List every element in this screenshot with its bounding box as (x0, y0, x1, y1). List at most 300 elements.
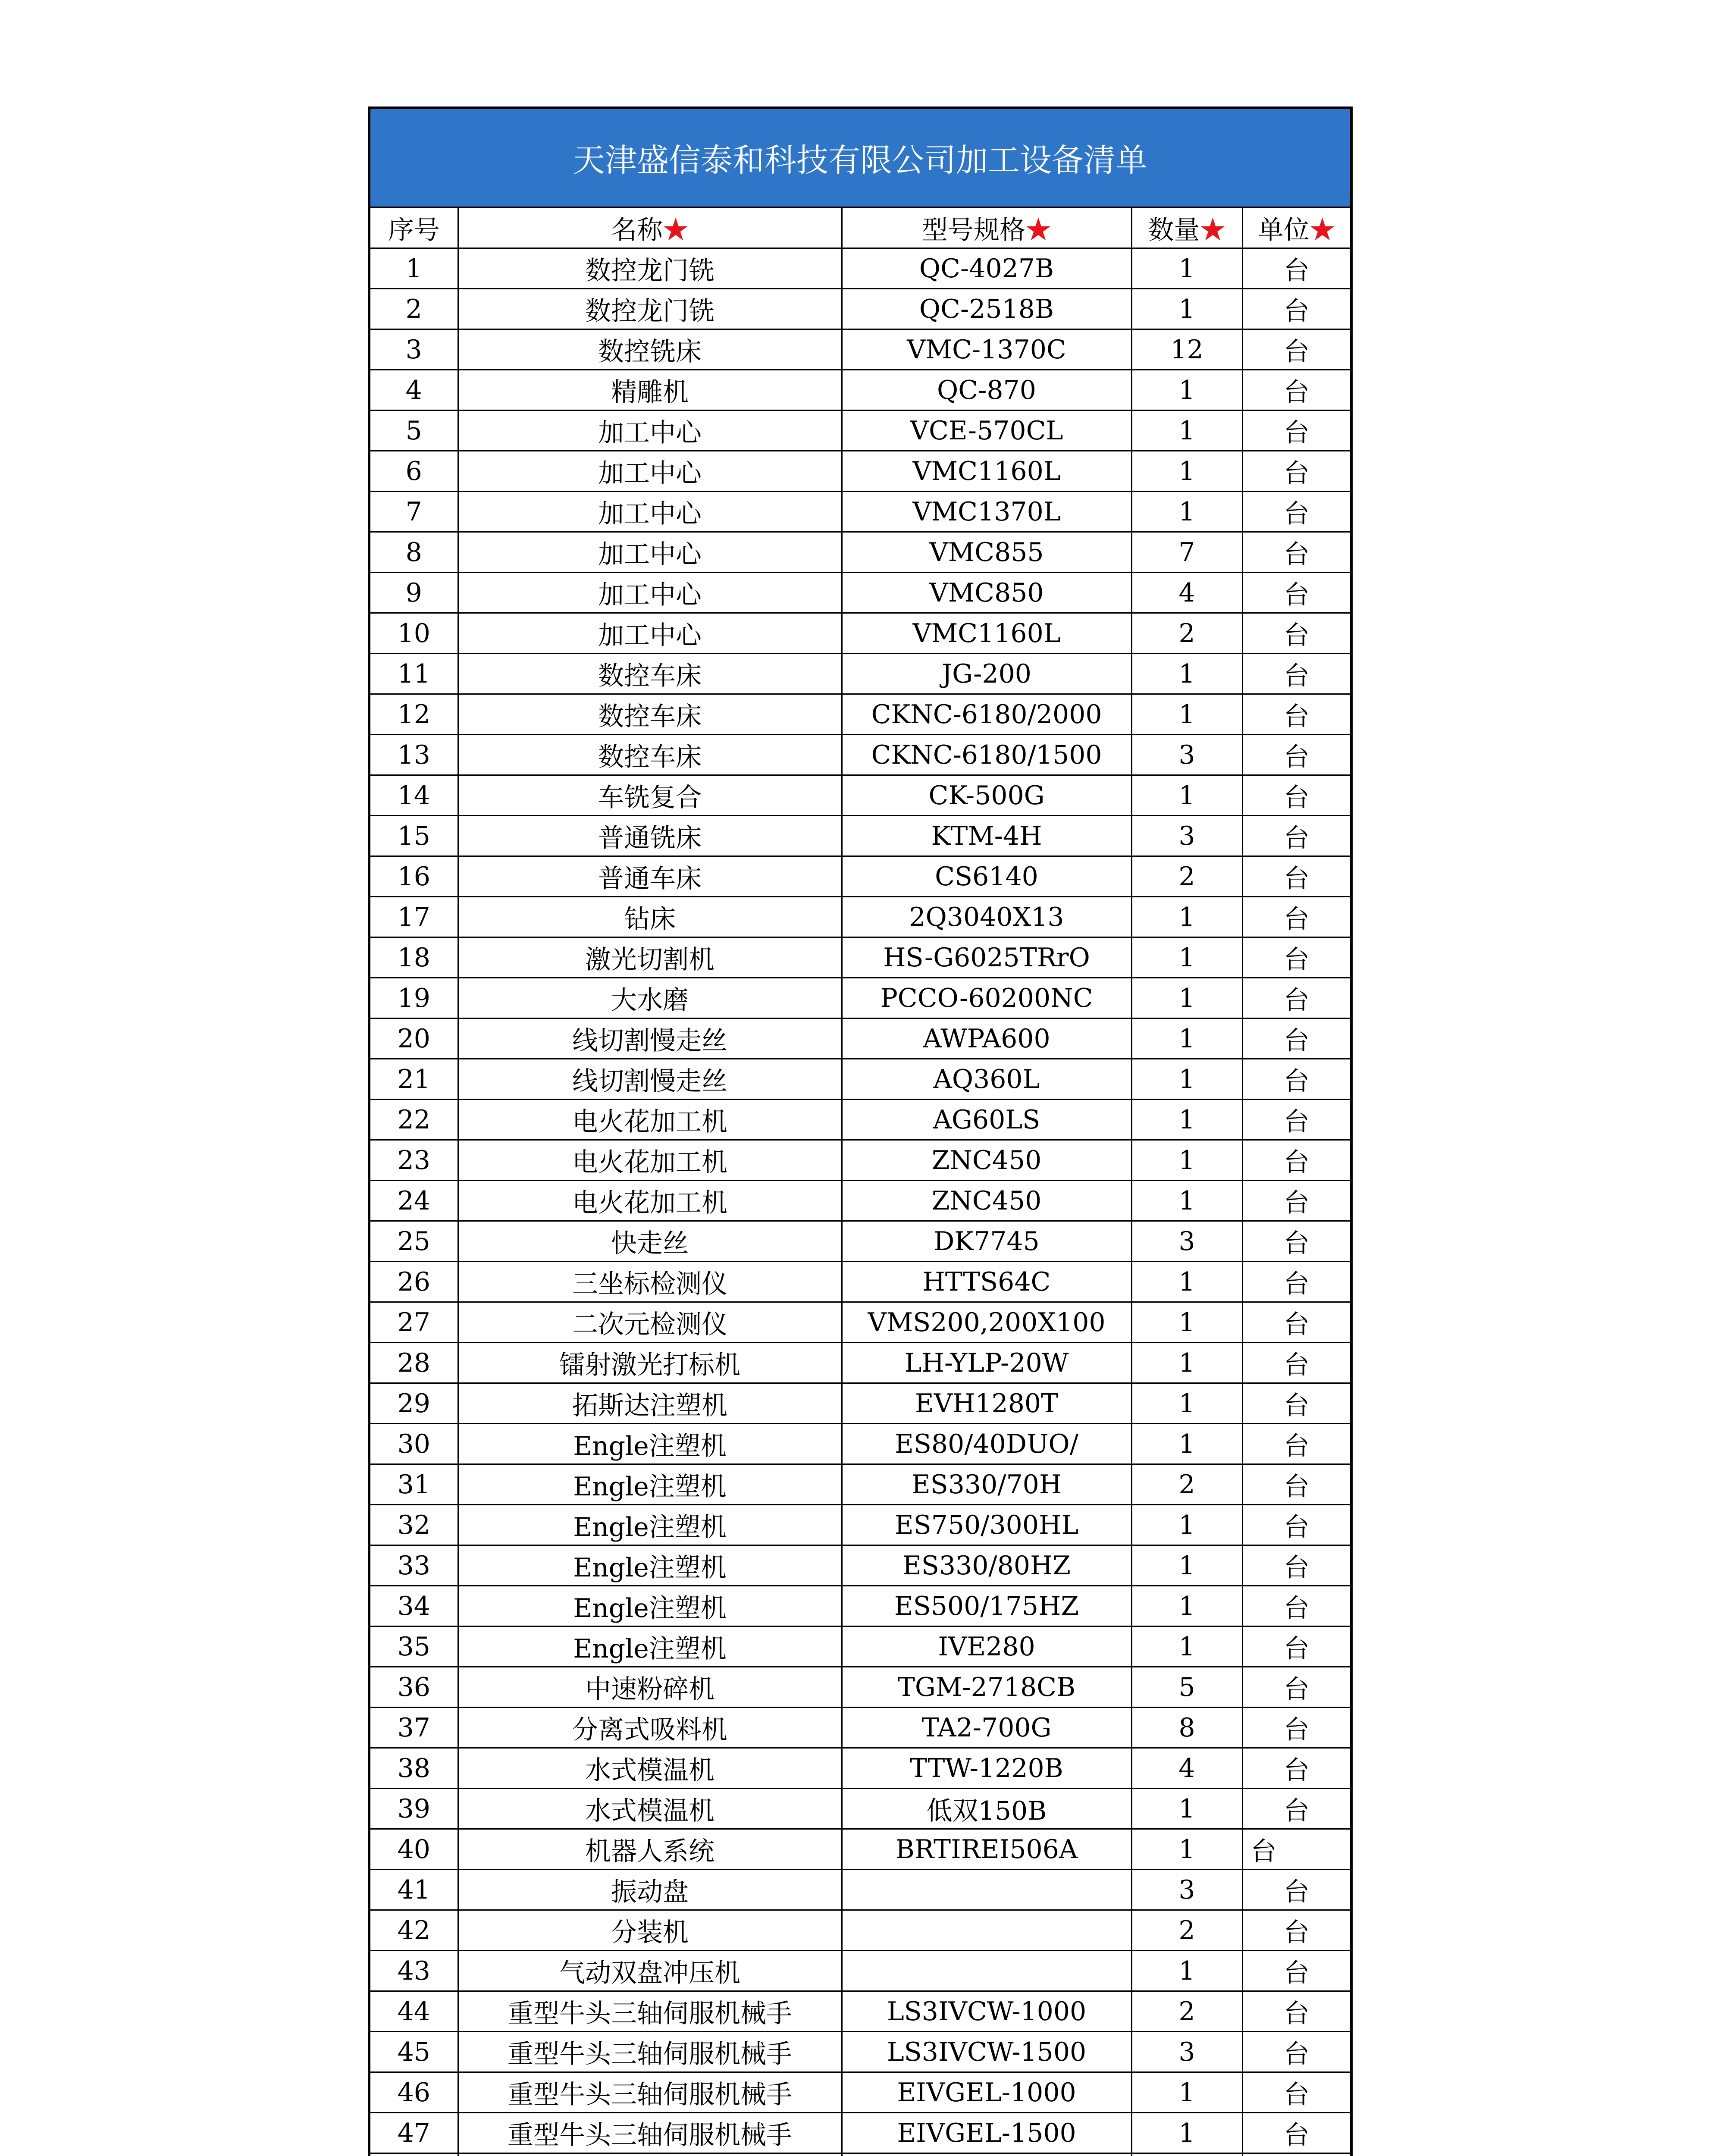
cell-name: 车铣复合 (458, 775, 842, 816)
cell-unit: 台 (1242, 856, 1350, 897)
table-row (370, 1018, 1350, 1059)
cell-index: 37 (370, 1708, 458, 1748)
cell-index: 21 (370, 1059, 458, 1100)
cell-index: 25 (370, 1221, 458, 1262)
cell-unit: 台 (1242, 370, 1350, 411)
cell-name: 数控车床 (458, 735, 842, 775)
cell-index: 4 (370, 370, 458, 411)
cell-name: 电火花加工机 (458, 1100, 842, 1140)
cell-model: EIVGEL-1000 (842, 2072, 1131, 2113)
table-row (370, 1302, 1350, 1343)
cell-index: 16 (370, 856, 458, 897)
cell-index: 8 (370, 532, 458, 573)
cell-quantity: 1 (1131, 1262, 1242, 1302)
cell-model: AG60LS (842, 1100, 1131, 1140)
cell-index: 2 (370, 289, 458, 329)
cell-unit: 台 (1242, 1748, 1350, 1789)
table-row (370, 1667, 1350, 1708)
cell-unit: 台 (1242, 1951, 1350, 1991)
cell-unit: 台 (1242, 451, 1350, 492)
cell-quantity: 2 (1131, 856, 1242, 897)
cell-model (842, 2153, 1131, 2156)
cell-quantity: 2 (1131, 613, 1242, 654)
table-row (370, 694, 1350, 735)
cell-quantity: 1 (1131, 1586, 1242, 1626)
cell-name: 加工中心 (458, 532, 842, 573)
cell-unit: 台 (1242, 937, 1350, 978)
cell-name: 精雕机 (458, 370, 842, 411)
cell-model: HS-G6025TRrO (842, 937, 1131, 978)
cell-index: 46 (370, 2072, 458, 2113)
cell-name: 镭射激光打标机 (458, 1343, 842, 1383)
cell-model: ES80/40DUO/ (842, 1424, 1131, 1464)
table-row (370, 1059, 1350, 1100)
required-star-icon: ★ (663, 215, 689, 245)
cell-index: 24 (370, 1181, 458, 1221)
cell-name: 分装机 (458, 1910, 842, 1951)
cell-unit: 台 (1242, 1870, 1350, 1910)
cell-unit: 台 (1242, 1424, 1350, 1464)
cell-model: CKNC-6180/1500 (842, 735, 1131, 775)
table-row (370, 2113, 1350, 2153)
cell-name: 电火花加工机 (458, 1140, 842, 1181)
required-star-icon: ★ (1200, 215, 1226, 245)
table-row (370, 1262, 1350, 1302)
cell-name: Engle注塑机 (458, 1424, 842, 1464)
cell-name: Engle注塑机 (458, 1586, 842, 1626)
table-row (370, 2072, 1350, 2113)
cell-unit: 台 (1242, 1464, 1350, 1505)
cell-index: 15 (370, 816, 458, 856)
cell-unit: 台 (1242, 1302, 1350, 1343)
cell-quantity: 1 (1131, 1626, 1242, 1667)
cell-unit: 台 (1242, 1343, 1350, 1383)
table-row (370, 1951, 1350, 1991)
cell-model (842, 1910, 1131, 1951)
cell-index: 36 (370, 1667, 458, 1708)
cell-name: 重型牛头三轴伺服机械手 (458, 2113, 842, 2153)
cell-model: AQ360L (842, 1059, 1131, 1100)
cell-index: 31 (370, 1464, 458, 1505)
cell-unit: 台 (1242, 897, 1350, 937)
cell-index: 34 (370, 1586, 458, 1626)
cell-quantity (1131, 2153, 1242, 2156)
cell-index: 42 (370, 1910, 458, 1951)
cell-quantity: 3 (1131, 1221, 1242, 1262)
table-row (370, 816, 1350, 856)
cell-model (842, 1951, 1131, 1991)
cell-model: VMC855 (842, 532, 1131, 573)
cell-name: Engle注塑机 (458, 1464, 842, 1505)
cell-quantity: 1 (1131, 1059, 1242, 1100)
cell-index: 9 (370, 573, 458, 613)
table-row (370, 856, 1350, 897)
cell-unit: 台 (1242, 492, 1350, 532)
table-row (370, 1424, 1350, 1464)
cell-name: 数控车床 (458, 694, 842, 735)
cell-name: 二次元检测仪 (458, 1302, 842, 1343)
cell-quantity: 7 (1131, 532, 1242, 573)
cell-unit: 台 (1242, 735, 1350, 775)
cell-index: 22 (370, 1100, 458, 1140)
cell-index: 6 (370, 451, 458, 492)
cell-model: VMC1370L (842, 492, 1131, 532)
cell-name: 加工中心 (458, 573, 842, 613)
cell-index: 13 (370, 735, 458, 775)
cell-index: 1 (370, 248, 458, 289)
table-row (370, 1991, 1350, 2032)
cell-model: ES500/175HZ (842, 1586, 1131, 1626)
cell-quantity: 1 (1131, 1343, 1242, 1383)
cell-name: 激光切割机 (458, 937, 842, 978)
cell-index: 26 (370, 1262, 458, 1302)
cell-model: VMC-1370C (842, 329, 1131, 370)
cell-quantity: 1 (1131, 1140, 1242, 1181)
cell-model: VMC850 (842, 573, 1131, 613)
table-row (370, 1100, 1350, 1140)
table-row (370, 1789, 1350, 1829)
table-row (370, 289, 1350, 329)
equipment-table (370, 208, 1350, 2156)
cell-unit: 台 (1242, 1059, 1350, 1100)
cell-unit: 台 (1242, 1221, 1350, 1262)
cell-name: 线切割慢走丝 (458, 1059, 842, 1100)
cell-quantity: 1 (1131, 1424, 1242, 1464)
cell-unit: 台 (1242, 1181, 1350, 1221)
cell-name: 拓斯达注塑机 (458, 1383, 842, 1424)
cell-model: JG-200 (842, 654, 1131, 694)
cell-quantity: 1 (1131, 1829, 1242, 1870)
cell-unit: 台 (1242, 816, 1350, 856)
cell-unit: 台 (1242, 1626, 1350, 1667)
cell-name: 水式模温机 (458, 1789, 842, 1829)
cell-quantity: 1 (1131, 775, 1242, 816)
cell-model: AWPA600 (842, 1018, 1131, 1059)
cell-quantity: 4 (1131, 573, 1242, 613)
cell-quantity: 1 (1131, 248, 1242, 289)
cell-index: 14 (370, 775, 458, 816)
table-row (370, 1383, 1350, 1424)
cell-unit: 台 (1242, 1910, 1350, 1951)
cell-quantity: 2 (1131, 1991, 1242, 2032)
cell-quantity: 1 (1131, 1100, 1242, 1140)
cell-name: 重型牛头三轴伺服机械手 (458, 2072, 842, 2113)
cell-unit: 台 (1242, 1586, 1350, 1626)
cell-quantity: 3 (1131, 735, 1242, 775)
cell-model: DK7745 (842, 1221, 1131, 1262)
cell-model: VMC1160L (842, 451, 1131, 492)
column-header-model: 型号规格★ (842, 208, 1131, 248)
cell-model: CS6140 (842, 856, 1131, 897)
cell-index: 47 (370, 2113, 458, 2153)
table-row (370, 2032, 1350, 2072)
cell-quantity: 8 (1131, 1708, 1242, 1748)
cell-quantity: 3 (1131, 1870, 1242, 1910)
cell-index: 18 (370, 937, 458, 978)
cell-name: 加工中心 (458, 492, 842, 532)
cell-quantity: 1 (1131, 1018, 1242, 1059)
column-header-quantity: 数量★ (1131, 208, 1242, 248)
table-row (370, 775, 1350, 816)
cell-name: 重型牛头三轴伺服机械手 (458, 2032, 842, 2072)
cell-quantity: 2 (1131, 1910, 1242, 1951)
cell-quantity: 1 (1131, 1545, 1242, 1586)
cell-index: 29 (370, 1383, 458, 1424)
table-row (370, 1464, 1350, 1505)
cell-name: 大水磨 (458, 978, 842, 1018)
cell-model: IVE280 (842, 1626, 1131, 1667)
table-row (370, 654, 1350, 694)
cell-unit: 台 (1242, 573, 1350, 613)
cell-index: 7 (370, 492, 458, 532)
cell-model: QC-870 (842, 370, 1131, 411)
cell-name: 分离式吸料机 (458, 1708, 842, 1748)
table-row (370, 1221, 1350, 1262)
cell-index: 38 (370, 1748, 458, 1789)
cell-unit: 台 (1242, 654, 1350, 694)
cell-index: 12 (370, 694, 458, 735)
cell-quantity: 1 (1131, 411, 1242, 451)
cell-unit: 台 (1242, 613, 1350, 654)
cell-index: 45 (370, 2032, 458, 2072)
cell-quantity: 1 (1131, 694, 1242, 735)
cell-unit: 台 (1242, 2032, 1350, 2072)
table-row (370, 613, 1350, 654)
cell-model: LH-YLP-20W (842, 1343, 1131, 1383)
cell-quantity: 3 (1131, 816, 1242, 856)
cell-name: 数控铣床 (458, 329, 842, 370)
cell-unit: 台 (1242, 329, 1350, 370)
table-row (370, 1910, 1350, 1951)
cell-quantity: 1 (1131, 2113, 1242, 2153)
cell-model: LS3IVCW-1000 (842, 1991, 1131, 2032)
cell-name: Engle注塑机 (458, 1505, 842, 1545)
table-row (370, 897, 1350, 937)
equipment-sheet (368, 107, 1353, 2156)
cell-quantity: 1 (1131, 1951, 1242, 1991)
cell-name: 电火花加工机 (458, 1181, 842, 1221)
cell-unit: 台 (1242, 1545, 1350, 1586)
cell-model: HTTS64C (842, 1262, 1131, 1302)
cell-quantity: 1 (1131, 937, 1242, 978)
column-header-name: 名称★ (458, 208, 842, 248)
cell-index: 20 (370, 1018, 458, 1059)
cell-model: TA2-700G (842, 1708, 1131, 1748)
sheet-title-text: 天津盛信泰和科技有限公司加工设备清单 (573, 142, 1147, 179)
cell-quantity: 1 (1131, 654, 1242, 694)
cell-model: ZNC450 (842, 1140, 1131, 1181)
cell-index: 19 (370, 978, 458, 1018)
cell-name: 重型牛头三轴伺服机械手 (458, 1991, 842, 2032)
cell-index: 32 (370, 1505, 458, 1545)
cell-name: Engle注塑机 (458, 1626, 842, 1667)
cell-index: 27 (370, 1302, 458, 1343)
cell-quantity: 1 (1131, 451, 1242, 492)
cell-index: 28 (370, 1343, 458, 1383)
table-row (370, 1586, 1350, 1626)
cell-model: QC-4027B (842, 248, 1131, 289)
table-row (370, 978, 1350, 1018)
cell-model: ES330/80HZ (842, 1545, 1131, 1586)
cell-unit: 台 (1242, 1991, 1350, 2032)
cell-name: Engle注塑机 (458, 1545, 842, 1586)
cell-unit: 台 (1242, 775, 1350, 816)
table-row (370, 1140, 1350, 1181)
required-star-icon: ★ (1309, 215, 1335, 245)
cell-unit (1242, 2153, 1350, 2156)
cell-quantity: 1 (1131, 1505, 1242, 1545)
cell-quantity: 1 (1131, 1789, 1242, 1829)
cell-index: 5 (370, 411, 458, 451)
cell-name: 振动盘 (458, 1870, 842, 1910)
cell-model: EIVGEL-1500 (842, 2113, 1131, 2153)
cell-model: 低双150B (842, 1789, 1131, 1829)
table-row (370, 248, 1350, 289)
cell-model: BRTIREI506A (842, 1829, 1131, 1870)
cell-quantity: 1 (1131, 492, 1242, 532)
cell-name: 加工中心 (458, 411, 842, 451)
cell-name: 三坐标检测仪 (458, 1262, 842, 1302)
table-row (370, 370, 1350, 411)
cell-name: 普通车床 (458, 856, 842, 897)
cell-name: 水式模温机 (458, 1748, 842, 1789)
cell-index: 40 (370, 1829, 458, 1870)
table-row (370, 1748, 1350, 1789)
cell-unit: 台 (1242, 1262, 1350, 1302)
cell-name: 加工中心 (458, 451, 842, 492)
cell-model: VMS200,200X100 (842, 1302, 1131, 1343)
cell-index: 11 (370, 654, 458, 694)
cell-name: 中速粉碎机 (458, 1667, 842, 1708)
column-header-unit: 单位★ (1242, 208, 1350, 248)
cell-model: VMC1160L (842, 613, 1131, 654)
cell-name: 数控龙门铣 (458, 289, 842, 329)
cell-unit: 台 (1242, 1505, 1350, 1545)
cell-model: VCE-570CL (842, 411, 1131, 451)
cell-index: 23 (370, 1140, 458, 1181)
cell-quantity: 1 (1131, 1383, 1242, 1424)
header-row (370, 208, 1350, 248)
cell-name: 快走丝 (458, 1221, 842, 1262)
cell-unit: 台 (1242, 1667, 1350, 1708)
cell-model: KTM-4H (842, 816, 1131, 856)
table-row (370, 1505, 1350, 1545)
cell-index: 33 (370, 1545, 458, 1586)
table-row (370, 573, 1350, 613)
cell-unit: 台 (1242, 1383, 1350, 1424)
table-row (370, 1181, 1350, 1221)
cell-model: CKNC-6180/2000 (842, 694, 1131, 735)
cell-unit: 台 (1242, 694, 1350, 735)
cell-quantity: 2 (1131, 1464, 1242, 1505)
cell-unit: 台 (1242, 1708, 1350, 1748)
cell-index: 30 (370, 1424, 458, 1464)
cell-name: 普通铣床 (458, 816, 842, 856)
cell-model: LS3IVCW-1500 (842, 2032, 1131, 2072)
cell-model: TTW-1220B (842, 1748, 1131, 1789)
cell-unit: 台 (1242, 2113, 1350, 2153)
table-row (370, 2153, 1350, 2156)
table-row (370, 451, 1350, 492)
cell-name: 加工中心 (458, 613, 842, 654)
cell-unit: 台 (1242, 1829, 1350, 1870)
table-row (370, 1343, 1350, 1383)
cell-model: ZNC450 (842, 1181, 1131, 1221)
cell-index: 41 (370, 1870, 458, 1910)
cell-quantity: 1 (1131, 978, 1242, 1018)
cell-quantity: 1 (1131, 897, 1242, 937)
cell-quantity: 12 (1131, 329, 1242, 370)
cell-index: 17 (370, 897, 458, 937)
cell-unit: 台 (1242, 1789, 1350, 1829)
table-row (370, 1870, 1350, 1910)
cell-quantity: 1 (1131, 289, 1242, 329)
cell-model: QC-2518B (842, 289, 1131, 329)
cell-model: ES330/70H (842, 1464, 1131, 1505)
cell-model: CK-500G (842, 775, 1131, 816)
cell-quantity: 5 (1131, 1667, 1242, 1708)
table-row (370, 411, 1350, 451)
cell-quantity: 1 (1131, 2072, 1242, 2113)
cell-name: 数控龙门铣 (458, 248, 842, 289)
cell-name: 气动双盘冲压机 (458, 1951, 842, 1991)
cell-unit: 台 (1242, 1140, 1350, 1181)
table-row (370, 532, 1350, 573)
table-row (370, 492, 1350, 532)
cell-model: TGM-2718CB (842, 1667, 1131, 1708)
cell-unit: 台 (1242, 978, 1350, 1018)
table-row (370, 735, 1350, 775)
cell-name: 线切割慢走丝 (458, 1018, 842, 1059)
cell-quantity: 1 (1131, 370, 1242, 411)
cell-index: 35 (370, 1626, 458, 1667)
table-row (370, 937, 1350, 978)
cell-model: EVH1280T (842, 1383, 1131, 1424)
cell-quantity: 4 (1131, 1748, 1242, 1789)
table-row (370, 329, 1350, 370)
cell-unit: 台 (1242, 532, 1350, 573)
cell-quantity: 3 (1131, 2032, 1242, 2072)
table-row (370, 1829, 1350, 1870)
cell-index (370, 2153, 458, 2156)
cell-unit: 台 (1242, 1018, 1350, 1059)
cell-index: 3 (370, 329, 458, 370)
cell-name: 数控车床 (458, 654, 842, 694)
cell-index: 10 (370, 613, 458, 654)
cell-unit: 台 (1242, 1100, 1350, 1140)
table-row (370, 1545, 1350, 1586)
cell-quantity: 1 (1131, 1181, 1242, 1221)
cell-unit: 台 (1242, 411, 1350, 451)
sheet-title (370, 109, 1350, 208)
cell-model: PCCO-60200NC (842, 978, 1131, 1018)
cell-name: 钻床 (458, 897, 842, 937)
cell-unit: 台 (1242, 289, 1350, 329)
required-star-icon: ★ (1025, 215, 1051, 245)
cell-name: 机器人系统 (458, 1829, 842, 1870)
cell-unit: 台 (1242, 2072, 1350, 2113)
cell-name (458, 2153, 842, 2156)
cell-model (842, 1870, 1131, 1910)
cell-index: 43 (370, 1951, 458, 1991)
cell-quantity: 1 (1131, 1302, 1242, 1343)
cell-index: 44 (370, 1991, 458, 2032)
cell-model: ES750/300HL (842, 1505, 1131, 1545)
table-row (370, 1708, 1350, 1748)
table-row (370, 1626, 1350, 1667)
cell-index: 39 (370, 1789, 458, 1829)
column-header-index: 序号 (370, 208, 458, 248)
